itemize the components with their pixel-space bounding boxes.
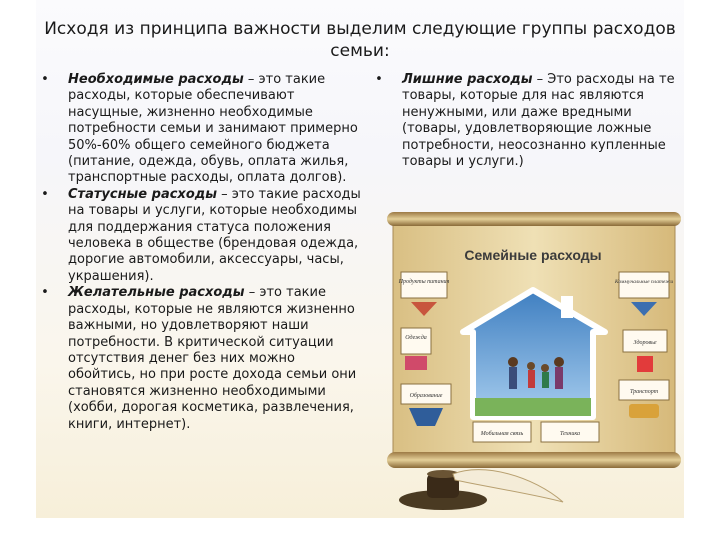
- family-expenses-illustration: [383, 212, 683, 517]
- svg-text:Транспорт: Транспорт: [629, 389, 659, 395]
- svg-text:Коммунальные платежи: Коммунальные платежи: [614, 279, 674, 285]
- list-item-desired: [36, 285, 366, 433]
- term-necessary: Необходимые расходы: [68, 72, 244, 87]
- bullet-icon: •: [41, 285, 49, 301]
- card-clothes: [401, 328, 431, 370]
- card-appliances: [541, 422, 599, 442]
- title-line-2: семьи:: [330, 41, 390, 61]
- right-bullet-list: [370, 72, 675, 170]
- bullet-icon: •: [41, 186, 49, 202]
- term-excess: Лишние расходы: [402, 72, 533, 87]
- svg-text:Продукты питания: Продукты питания: [398, 279, 450, 285]
- left-bullet-list: [36, 72, 366, 433]
- svg-text:Мобильная связь: Мобильная связь: [480, 431, 524, 437]
- term-status: Статусные расходы: [68, 186, 217, 202]
- list-item-necessary: [36, 72, 366, 187]
- slide-title: [40, 18, 680, 62]
- list-item-excess: [370, 72, 675, 170]
- svg-text:Образование: Образование: [409, 393, 443, 399]
- desc-desired: – это такие расходы, которые не являются жизненно важными, но удовлетворяют наши потребности. В критической ситуации отсутствия денег без них можно обойтись, но при росте дохода семьи они становятся жизненно необходимыми (хобби, дорогая косметика, развлечения, книги, интернет).: [68, 285, 357, 432]
- svg-text:Техника: Техника: [559, 431, 581, 437]
- title-line-1: Исходя из принципа важности выделим следующие группы расходов: [44, 19, 676, 39]
- card-mobile: [473, 422, 531, 442]
- term-desired: Желательные расходы: [68, 285, 245, 301]
- desc-status: – это такие расходы на товары и услуги, которые необходимы для поддержания статуса положения человека в обществе (брендовая одежда, дорогие автомобили, аксессуары, часы, украшения).: [68, 186, 361, 284]
- svg-text:Одежда: Одежда: [405, 335, 427, 341]
- list-item-status: [36, 187, 366, 285]
- inkwell-quill-icon: [399, 470, 563, 510]
- desc-necessary: – это такие расходы, которые обеспечивают насущные, жизненно необходимые потребности семьи и занимают примерно 50%-60% общего семейного бюджета (питание, одежда, обувь, оплата жилья, транспортные расходы, оплата долгов).: [68, 72, 358, 186]
- svg-text:Здоровье: Здоровье: [633, 340, 657, 346]
- desc-excess: – Это расходы на те товары, которые для нас являются ненужными, или даже вредными (товары, удовлетворяющие ложные потребности, неосознанно купленные товары и услуги.): [402, 72, 675, 170]
- bullet-icon: •: [375, 72, 383, 87]
- illustration-title: Семейные расходы: [464, 247, 602, 263]
- bullet-icon: •: [41, 72, 49, 87]
